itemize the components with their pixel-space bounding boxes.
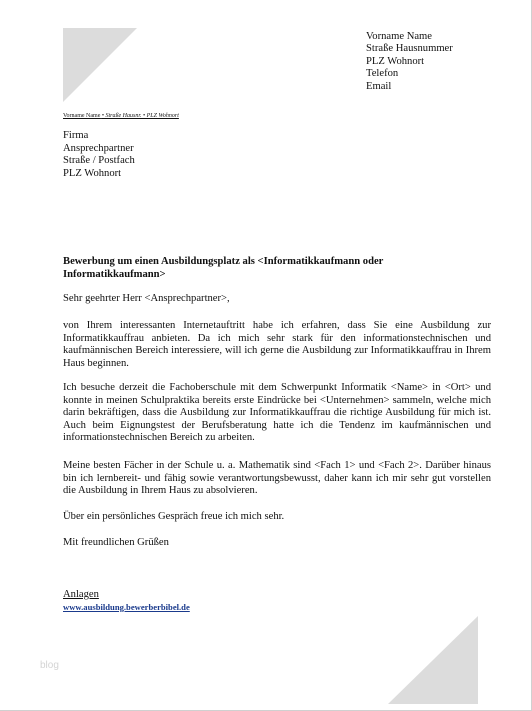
letter-greeting: Sehr geehrter Herr <Ansprechpartner>, <box>63 293 230 304</box>
recipient-contact: Ansprechpartner <box>63 142 134 154</box>
body-paragraph: Über ein persönliches Gespräch freue ich mich sehr. <box>63 511 285 522</box>
body-paragraph: Ich besuche derzeit die Fachoberschule mit dem Schwerpunkt Informatik <Name> in <Ort> und konnte in meinen Schulpraktika bereits erste Eindrücke bei <Unternehmen> sammeln, welche mich darin bekräftigen, dass die Ausbildung zur Informatikkauffrau die richtige Ausbildung für mich ist. Auch beim Eignungstest der Berufsberatung hatte ich die Tendenz im kaufmännischen und informationstechnischen Bereich zu arbeiten. <box>63 382 491 444</box>
sender-city: PLZ Wohnort <box>366 55 425 67</box>
corner-triangle-top-left <box>63 28 137 102</box>
recipient-company: Firma <box>63 130 89 141</box>
return-name: Vorname Name <box>63 113 101 119</box>
sender-street: Straße Hausnummer <box>366 43 453 55</box>
sender-email: Email <box>366 80 392 92</box>
sender-name: Vorname Name <box>366 31 432 42</box>
body-paragraph: von Ihrem interessanten Internetauftritt habe ich erfahren, dass Sie eine Ausbildung zur Informatikkauffrau anbieten. Da ich mich sehr stark für den informationstechnischen und kaufmännischen Bereich interessiere, will ich gerne die Ausbildung zur Informatikkauffrau in Ihrem Haus beginnen. <box>63 320 491 369</box>
watermark-text: blog <box>40 660 59 671</box>
return-city: • PLZ Wohnort <box>143 113 179 119</box>
recipient-address-block <box>63 130 135 180</box>
letter-subject: Bewerbung um einen Ausbildungsplatz als <Informatikkaufmann oder Informatikkaufmann> <box>63 256 384 280</box>
sender-address-block <box>366 31 453 93</box>
corner-triangle-bottom-right <box>388 616 478 704</box>
attachments-label: Anlagen <box>63 589 99 600</box>
return-street: • Straße Hausnr. <box>101 113 142 119</box>
return-address-line <box>63 113 179 120</box>
recipient-city: PLZ Wohnort <box>63 167 122 179</box>
sender-phone: Telefon <box>366 68 399 80</box>
body-paragraph: Meine besten Fächer in der Schule u. a. Mathematik sind <Fach 1> und <Fach 2>. Darüber hinaus bin ich lernbereit- und fähig sowie verantwortungsbewusst, daher kann ich mir sehr gut vorstellen die Ausbildung in Ihrem Haus zu absolvieren. <box>63 460 491 497</box>
website-link[interactable]: www.ausbildung.bewerberbibel.de <box>63 602 190 612</box>
letter-closing: Mit freundlichen Grüßen <box>63 537 169 548</box>
recipient-street: Straße / Postfach <box>63 155 135 167</box>
